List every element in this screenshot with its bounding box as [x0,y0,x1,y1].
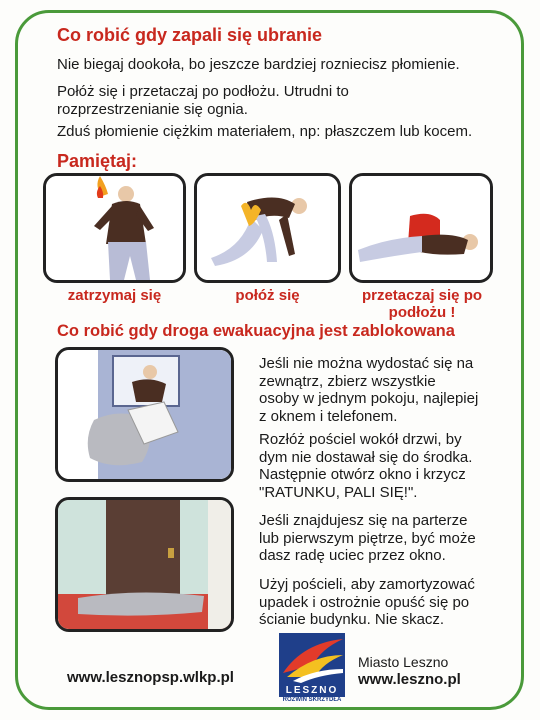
caption-roll: przetaczaj się po podłożu ! [361,287,483,321]
illustration-stop [43,173,186,283]
logo-text: LESZNO [279,685,345,697]
person-rolling-illustration [352,176,490,280]
logo-tagline: ROZWIŃ SKRZYDŁA [282,697,342,703]
illustration-window [55,347,234,482]
section2-paragraph-3: Jeśli znajdujesz się na parterze lub pierwszym piętrze, być może dasz radę uciec przez okno. [259,512,476,564]
section2-title: Co robić gdy droga ewakuacyjna jest zablokowana [57,322,455,340]
section1-paragraph-3: Zduś płomienie ciężkim materiałem, np: płaszczem lub kocem. [57,123,473,140]
section2-paragraph-2: Rozłóż pościel wokół drzwi, by dym nie dostawał się do środka. Następnie otwórz okno i krzycz "RATUNKU, PALI SIĘ!". [259,431,473,501]
leszno-logo [279,633,345,705]
illustration-door [55,497,234,632]
section1-title: Co robić gdy zapali się ubranie [57,25,323,45]
section2-paragraph-4: Użyj pościeli, aby zamortyzować upadek i ostrożnie opuść się po ścianie budynku. Nie skacz. [259,576,475,628]
section1-paragraph-1: Nie biegaj dookoła, bo jeszcze bardziej rozniecisz płomienie. [57,56,460,73]
illustration-roll [349,173,493,283]
remember-title: Pamiętaj: [57,151,138,171]
section2-paragraph-1: Jeśli nie można wydostać się na zewnątrz, zbierz wszystkie osoby w jednym pokoju, najlepiej z oknem i telefonem. [259,355,479,425]
person-on-fire-standing-illustration [46,176,183,280]
footer-left-url[interactable]: www.lesznopsp.wlkp.pl [67,669,234,686]
illustration-lie-down [194,173,341,283]
caption-lie-down: połóż się [235,287,300,304]
person-at-window-illustration [58,350,231,479]
blocked-door-illustration [58,500,231,629]
caption-stop: zatrzymaj się [67,287,162,304]
section1-paragraph-2: Połóż się i przetaczaj po podłożu. Utrudni to rozprzestrzenianie się ognia. [57,83,349,118]
footer-city-url[interactable]: www.leszno.pl [358,671,461,688]
person-kneeling-illustration [197,176,338,280]
leszno-logo-mark [279,633,345,685]
footer-city-label: Miasto Leszno [358,654,449,670]
